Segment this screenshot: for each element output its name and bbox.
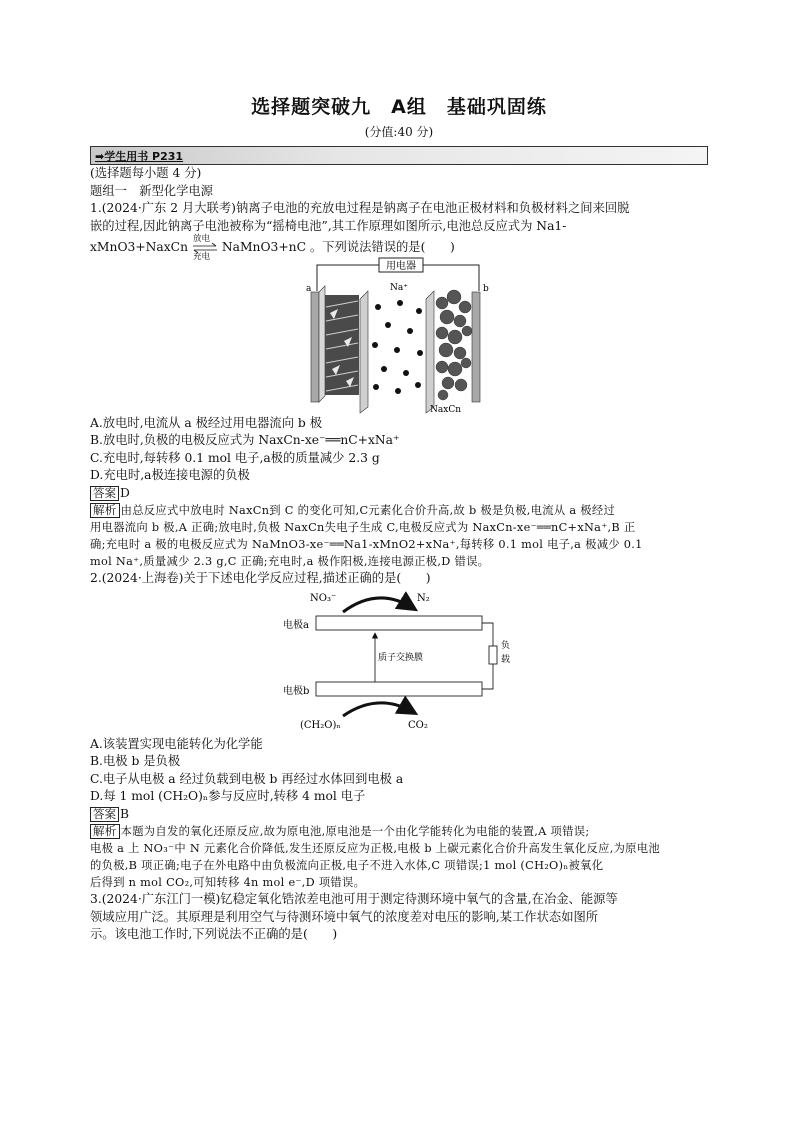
q1-option-b[interactable]: B.放电时,负极的电极反应式为 NaxCn-xe⁻══nC+xNa⁺	[90, 433, 400, 447]
load-label-1: 负	[501, 640, 511, 651]
q2-answer	[90, 806, 708, 824]
student-book-bar	[90, 146, 708, 165]
q2-option-d[interactable]: D.每 1 mol (CH₂O)ₙ参与反应时,转移 4 mol 电子	[90, 789, 366, 803]
q1-explain-line-1: 由总反应式中放电时 NaxCn到 C 的变化可知,C元素化合价升高,故 b 极是负极,电流从 a 极经过	[120, 504, 616, 517]
top-reaction-arrow-icon	[343, 597, 413, 611]
material-label: NaxCn	[430, 404, 461, 415]
q2-explain-line-2: 电极 a 上 NO₃⁻中 N 元素化合价降低,发生还原反应为正极,电极 b 上碳元素化合价升高发生氧化反应,为原电池	[90, 842, 660, 855]
q3-stem-line-3: 示。该电池工作时,下列说法不正确的是( )	[90, 927, 338, 941]
q1-option-c[interactable]: C.充电时,每转移 0.1 mol 电子,a极的质量减少 2.3 g	[90, 450, 380, 465]
explain-tag: 解析	[90, 503, 120, 518]
equation-left: xMnO3+NaxCn	[90, 240, 189, 254]
question-2	[90, 570, 708, 891]
electrode-a-label: a	[306, 283, 312, 294]
q2-option-a[interactable]: A.该装置实现电能转化为化学能	[90, 736, 263, 751]
question-1	[90, 200, 708, 570]
co2-label: CO₂	[408, 719, 428, 731]
equilibrium-arrow	[192, 233, 218, 262]
question-3	[90, 891, 708, 944]
electrode-b-bar	[316, 682, 482, 696]
q1-explanation	[90, 502, 708, 570]
q1-option-d[interactable]: D.充电时,a极连接电源的负极	[90, 468, 250, 482]
nitrate-label: NO₃⁻	[310, 592, 337, 604]
electrochemical-process-diagram	[283, 588, 515, 736]
nitrogen-label: N₂	[417, 592, 430, 604]
q3-stem-line-2: 领域应用广泛。其原理是利用空气与待测环境中氧气的浓度差对电压的影响,某工作状态如图所	[90, 909, 599, 924]
q3-stem-line-1: 3.(2024·广东江门一模)钇稳定氧化锆浓差电池可用于测定待测环境中氧气的含量,在冶金、能源等	[90, 892, 618, 906]
q2-answer-value: B	[120, 806, 130, 821]
q1-explain-line-2: 用电器流向 b 极,A 正确;放电时,负极 NaxCn失电子生成 C,电极反应式为 NaxCn-xe⁻══nC+xNa⁺,B 正	[90, 521, 636, 534]
q1-explain-line-4: mol Na⁺,质量减少 2.3 g,C 正确;充电时,a 极作阳极,连接电源正极,D 错误。	[90, 555, 490, 568]
electrode-b-label: b	[483, 283, 489, 294]
points-note: (选择题每小题 4 分)	[90, 166, 202, 180]
na-ion-label: Na⁺	[390, 282, 408, 293]
q2-stem: 2.(2024·上海卷)关于下述电化学反应过程,描述正确的是( )	[90, 571, 431, 585]
formaldehyde-label: (CH₂O)ₙ	[300, 719, 341, 731]
equation-tail: 。下列说法错误的是( )	[309, 240, 455, 254]
equation-right: NaMnO3+nC	[221, 240, 306, 254]
sodium-battery-diagram	[302, 257, 496, 415]
q1-answer-value: D	[120, 485, 130, 500]
load-label-2: 载	[501, 654, 511, 665]
q2-explanation	[90, 823, 708, 891]
score-note: (分值:40 分)	[364, 125, 434, 139]
q2-explain-line-4: 后得到 n mol CO₂,可知转移 4n mol e⁻,D 项错误。	[90, 876, 366, 889]
q1-explain-line-3: 确;充电时 a 极的电极反应式为 NaMnO3-xe⁻══Na1-xMnO2+xNa⁺,每转移 0.1 mol 电子,a 极减少 0.1	[90, 538, 643, 551]
membrane-label: 质子交换膜	[378, 652, 424, 663]
q1-answer	[90, 485, 708, 503]
na-ions	[372, 300, 423, 394]
electrode-a-bar	[316, 616, 482, 630]
device-label: 用电器	[386, 260, 416, 272]
electrode-a-text: 电极a	[283, 619, 309, 631]
q2-option-c[interactable]: C.电子从电极 a 经过负载到电极 b 再经过水体回到电极 a	[90, 771, 404, 786]
book-reference[interactable]: ➡学生用书 P231	[95, 150, 184, 163]
q1-equation	[90, 233, 708, 262]
q1-stem-line-1: 1.(2024·广东 2 月大联考)钠离子电池的充放电过程是钠离子在电池正极材料和负极材料之间来回脱	[90, 201, 630, 215]
answer-tag: 答案	[90, 807, 119, 822]
page-title: 选择题突破九 A组 基础巩固练	[251, 96, 547, 118]
bottom-reaction-arrow-icon	[343, 702, 413, 715]
electrode-b-text: 电极b	[283, 685, 310, 697]
q2-option-b[interactable]: B.电极 b 是负极	[90, 754, 181, 768]
arrow-bottom-label: 充电	[192, 251, 210, 262]
q2-explain-line-3: 的负极,B 项正确;电子在外电路中由负极流向正极,电子不进入水体,C 项错误;1 mol (CH₂O)ₙ被氧化	[90, 859, 604, 872]
group-heading: 题组一 新型化学电源	[90, 183, 213, 198]
load-resistor	[489, 646, 497, 664]
answer-tag: 答案	[90, 486, 119, 501]
q2-explain-line-1: 本题为自发的氧化还原反应,故为原电池,原电池是一个由化学能转化为电能的装置,A 项错误;	[120, 825, 590, 838]
explain-tag: 解析	[90, 824, 120, 839]
arrow-top-label: 放电	[192, 233, 210, 244]
page-content	[90, 92, 708, 944]
q1-stem-line-2: 嵌的过程,因此钠离子电池被称为“摇椅电池”,其工作原理如图所示,电池总反应式为 Na1-	[90, 218, 567, 233]
q1-option-a[interactable]: A.放电时,电流从 a 极经过用电器流向 b 极	[90, 415, 322, 430]
